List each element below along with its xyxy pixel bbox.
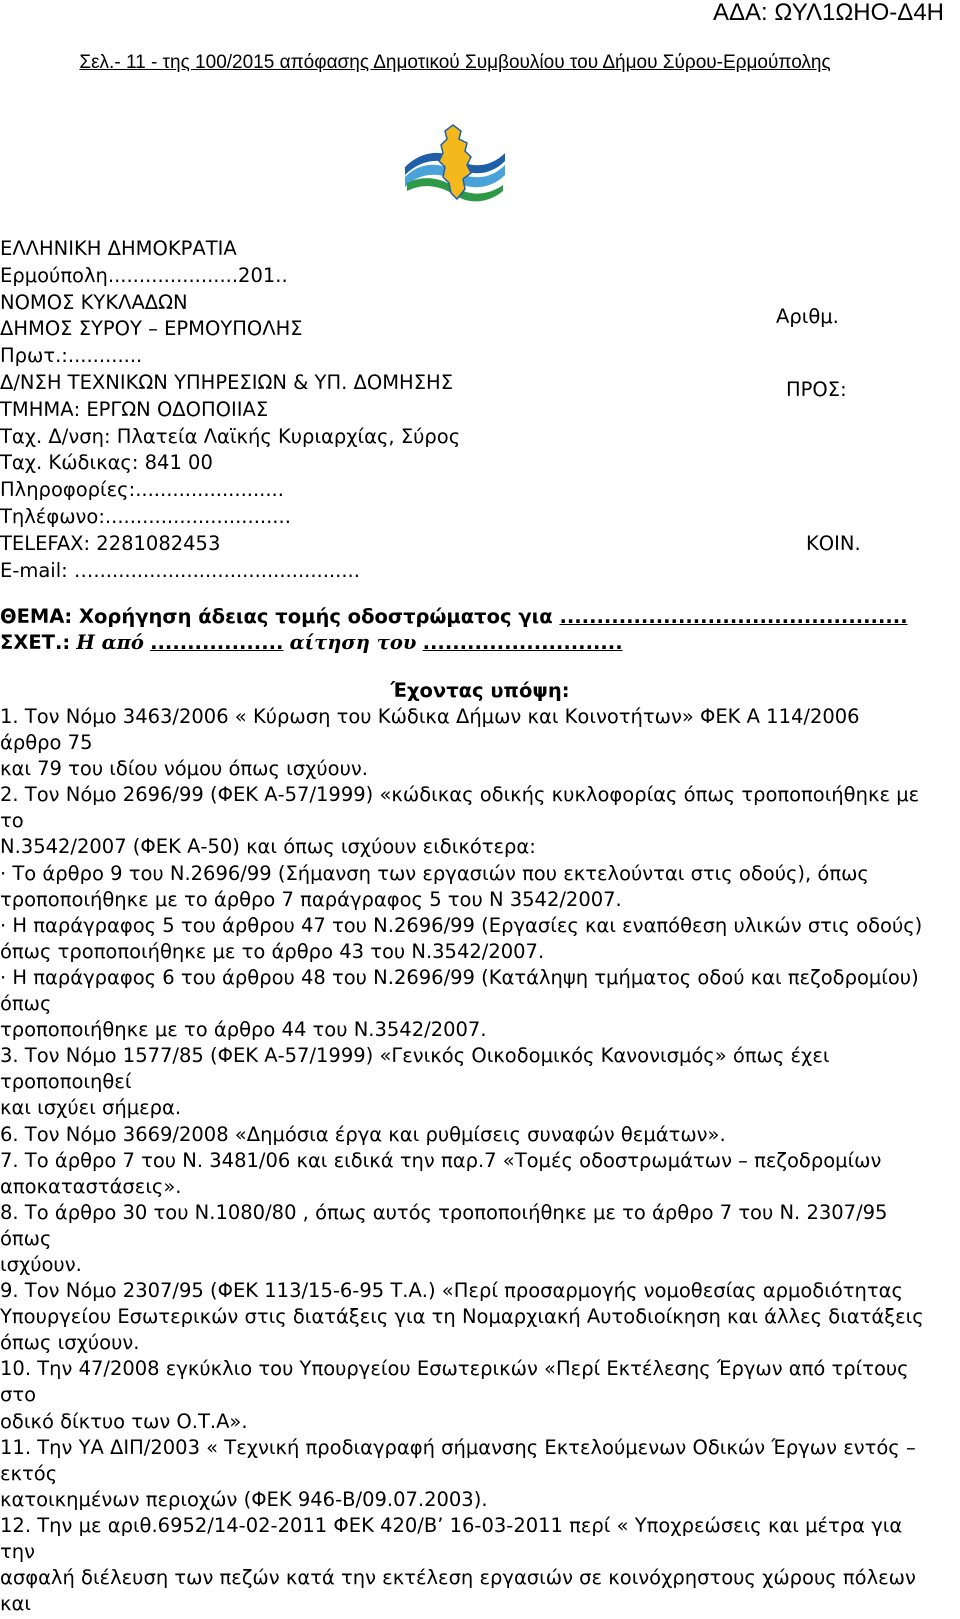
body-line: την (0, 1540, 35, 1563)
body-line: στο (0, 1383, 37, 1407)
body-line: τροποποιήθηκε με το άρθρο 44 του Ν.3542/2007. (0, 1018, 487, 1042)
sender-line: Πληροφορίες:........................ (0, 478, 284, 502)
body-line: τροποποιήθηκε με το άρθρο 7 παράγραφος 5 του Ν 3542/2007. (0, 887, 622, 911)
body-line: · Η παράγραφος 5 του άρθρου 47 του Ν.2696/99 (Εργασίες και εναπόθεση υλικών στις οδούς) (0, 913, 923, 937)
sender-line: ΔΗΜΟΣ ΣΥΡΟΥ – ΕΡΜΟΥΠΟΛΗΣ (0, 317, 303, 341)
body-line: και (0, 1592, 31, 1616)
sender-block (0, 236, 460, 584)
sender-line: Πρωτ.:............ (0, 344, 143, 368)
body-line: 6. Τον Νόμο 3669/2008 «Δημόσια έργα και ρυθμίσεις συναφών θεμάτων». (0, 1122, 726, 1146)
reference-dots-1: .................. (150, 631, 284, 654)
cc-label: ΚΟΙΝ. (806, 532, 861, 555)
reference-line (0, 630, 623, 656)
body-line: 11. Την ΥΑ ΔΙΠ/2003 « Τεχνική προδιαγραφή σήμανσης Εκτελούμενων Οδικών Έργων εντός – (0, 1435, 916, 1459)
body-line: 8. Το άρθρο 30 του Ν.1080/80 , όπως αυτός τροποποιήθηκε με το άρθρο 7 του Ν. 2307/95 (0, 1200, 888, 1224)
recipient-label: ΠΡΟΣ: (786, 378, 847, 401)
sender-line: Δ/ΝΣΗ ΤΕΧΝΙΚΩΝ ΥΠΗΡΕΣΙΩΝ & ΥΠ. ΔΟΜΗΣΗΣ (0, 370, 454, 394)
body-line: τροποποιηθεί (0, 1070, 132, 1094)
body-line: Ν.3542/2007 (ΦΕΚ Α-50) και όπως ισχύουν ειδικότερα: (0, 835, 536, 859)
body-line: οδικό δίκτυο των Ο.Τ.Α». (0, 1409, 248, 1433)
sender-line: ΤΜΗΜΑ: ΕΡΓΩΝ ΟΔΟΠΟΙΙΑΣ (0, 397, 269, 421)
body-line: ισχύουν. (0, 1252, 82, 1276)
reference-part-2: αίτηση του (289, 631, 417, 654)
sender-line: Ερμούπολη.....................201.. (0, 263, 288, 287)
body-line: ασφαλή διέλευση των πεζών κατά την εκτέλεση εργασιών σε κοινόχρηστους χώρους πόλεων (0, 1566, 916, 1590)
body-line: Υπουργείου Εσωτερικών στις διατάξεις για τη Νομαρχιακή Αυτοδιοίκηση και άλλες διατάξεις (0, 1305, 924, 1329)
body-line: όπως ισχύουν. (0, 1331, 140, 1355)
body-line: 7. Το άρθρο 7 του Ν. 3481/06 και ειδικά την παρ.7 «Τομές οδοστρωμάτων – πεζοδρομίων (0, 1148, 882, 1172)
body-line: · Η παράγραφος 6 του άρθρου 48 του Ν.2696/99 (Κατάληψη τμήματος οδού και πεζοδρομίου) (0, 965, 919, 989)
sender-line: Ταχ. Δ/νση: Πλατεία Λαϊκής Κυριαρχίας, Σύρος (0, 424, 461, 448)
subject-label: ΘΕΜΑ: Χορήγηση άδειας τομής οδοστρώματος για (0, 605, 553, 628)
body-line: όπως (0, 992, 52, 1016)
body-line: 3. Τον Νόμο 1577/85 (ΦΕΚ Α-57/1999) «Γενικός Οικοδομικός Κανονισμός» όπως έχει (0, 1044, 830, 1068)
body-line: όπως (0, 1226, 52, 1250)
decision-reference: Σελ.- 11 - της 100/2015 απόφασης Δημοτικού Συμβουλίου του Δήμου Σύρου-Ερμούπολης (79, 52, 831, 73)
legal-basis-list (0, 704, 924, 1617)
reference-part-1: Η από (76, 631, 144, 654)
sender-line: Τηλέφωνο:.............................. (0, 504, 291, 528)
body-line: 1. Τον Νόμο 3463/2006 « Κύρωση του Κώδικα Δήμων και Κοινοτήτων» ΦΕΚ Α 114/2006 (0, 705, 860, 728)
ada-code: ΑΔΑ: ΩΥΛ1ΩΗΟ-Δ4Η (712, 0, 944, 26)
body-line: άρθρο 75 (0, 731, 93, 755)
body-line: 9. Τον Νόμο 2307/95 (ΦΕΚ 113/15-6-95 Τ.Α.) «Περί προσαρμογής νομοθεσίας αρμοδιότητας (0, 1279, 903, 1303)
reference-label: ΣΧΕΤ.: (0, 631, 71, 654)
body-line: και 79 του ιδίου νόμου όπως ισχύουν. (0, 757, 368, 781)
sender-line: Ταχ. Κώδικας: 841 00 (0, 451, 213, 475)
body-line: · Το άρθρο 9 του Ν.2696/99 (Σήμανση των εργασιών που εκτελούνται στις οδούς), όπως (0, 861, 869, 885)
sender-line: ΝΟΜΟΣ ΚΥΚΛΑΔΩΝ (0, 290, 188, 314)
sender-line: ΕΛΛΗΝΙΚΗ ΔΗΜΟΚΡΑΤΙΑ (0, 237, 237, 260)
subject-dots: ............................................... (559, 605, 908, 628)
sender-line: E-mail: …........................................... (0, 558, 360, 582)
body-line: 10. Την 47/2008 εγκύκλιο του Υπουργείου Εσωτερικών «Περί Εκτέλεσης Έργων από τρίτους (0, 1357, 909, 1381)
sender-line: TELEFAX: 2281082453 (0, 531, 221, 555)
municipality-logo-icon (399, 117, 511, 211)
reference-dots-2: ........................... (422, 631, 623, 654)
body-line: όπως τροποποιήθηκε με το άρθρο 43 του Ν.3542/2007. (0, 939, 545, 963)
subject-line (0, 604, 908, 630)
having-regard-heading: Έχοντας υπόψη: (390, 679, 570, 702)
number-label: Αριθμ. (776, 305, 839, 328)
body-line: και ισχύει σήμερα. (0, 1096, 182, 1120)
body-line: 12. Την με αριθ.6952/14-02-2011 ΦΕΚ 420/Β’ 16-03-2011 περί « Υποχρεώσεις και μέτρα για (0, 1513, 903, 1537)
body-line: κατοικημένων περιοχών (ΦΕΚ 946-Β/09.07.2003). (0, 1487, 488, 1511)
body-line: 2. Τον Νόμο 2696/99 (ΦΕΚ Α-57/1999) «κώδικας οδικής κυκλοφορίας όπως τροποποιήθηκε με (0, 783, 920, 807)
body-line: εκτός (0, 1461, 58, 1485)
body-line: το (0, 809, 24, 833)
body-line: αποκαταστάσεις». (0, 1174, 182, 1198)
